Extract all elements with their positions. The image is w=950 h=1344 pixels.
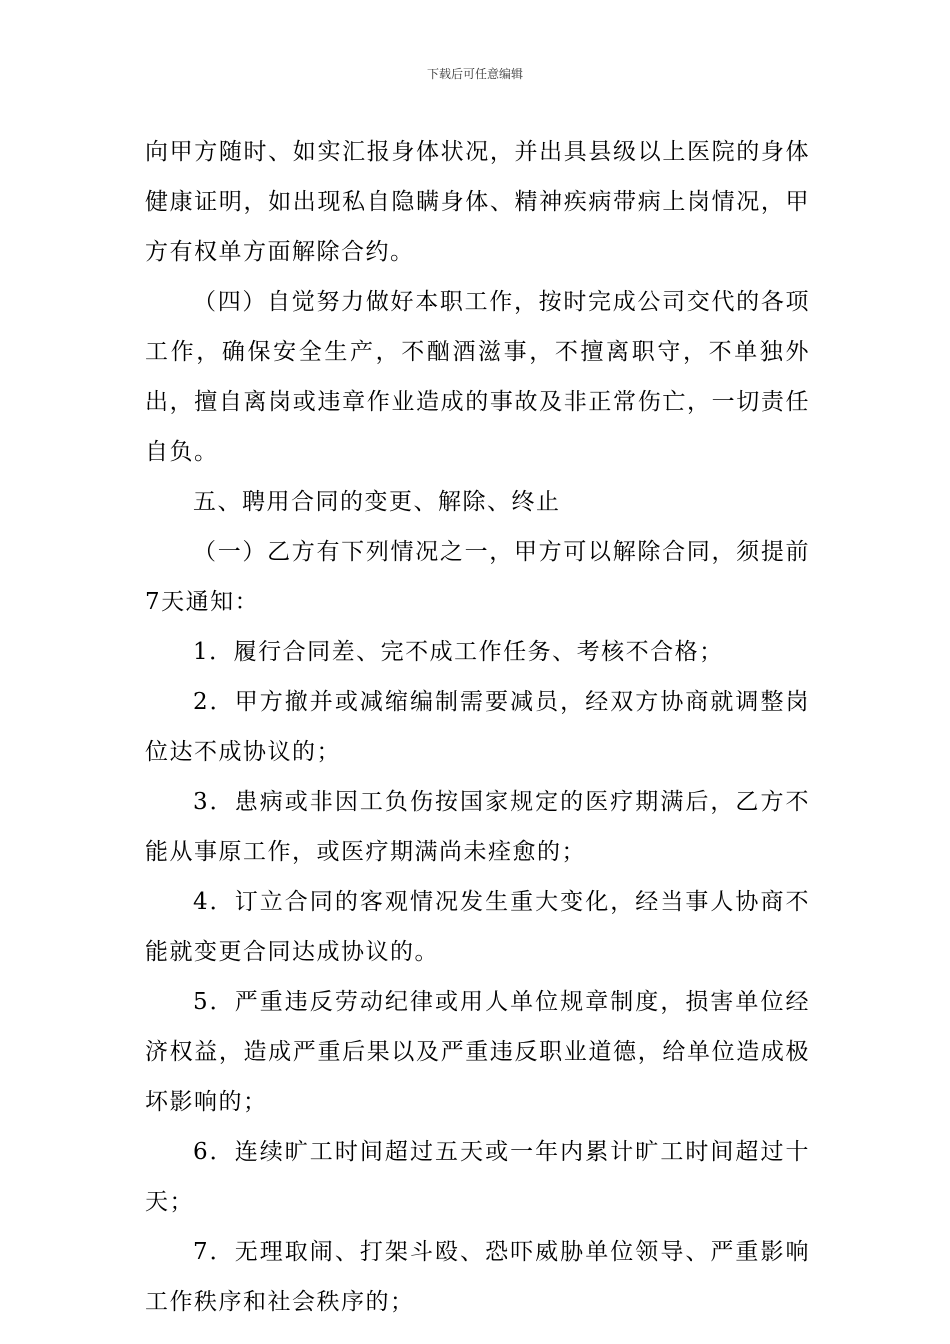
list-item-1: 1．履行合同差、完不成工作任务、考核不合格； bbox=[193, 639, 724, 665]
paragraph-continuation: 向甲方随时、如实汇报身体状况，并出具县级以上医院的身体健康证明，如出现私自隐瞒身体、精神疾病带病上岗情况，甲方有权单方面解除合约。 bbox=[145, 139, 810, 265]
list-item-5: 5．严重违反劳动纪律或用人单位规章制度，损害单位经济权益，造成严重后果以及严重违反职业道德，给单位造成极坏影响的； bbox=[145, 989, 810, 1115]
paragraph-section-4: （四）自觉努力做好本职工作，按时完成公司交代的各项工作，确保安全生产，不酗酒滋事，不擅离职守，不单独外出，擅自离岗或违章作业造成的事故及非正常伤亡，一切责任自负。 bbox=[145, 289, 810, 465]
list-item-4: 4．订立合同的客观情况发生重大变化，经当事人协商不能就变更合同达成协议的。 bbox=[145, 889, 810, 965]
list-item-6: 6．连续旷工时间超过五天或一年内累计旷工时间超过十天； bbox=[145, 1139, 810, 1215]
section-heading-5: 五、聘用合同的变更、解除、终止 bbox=[193, 489, 561, 515]
list-item-3: 3．患病或非因工负伤按国家规定的医疗期满后，乙方不能从事原工作，或医疗期满尚未痊愈的； bbox=[145, 789, 810, 865]
document-body bbox=[145, 127, 810, 1327]
list-item-2: 2．甲方撤并或减缩编制需要减员，经双方协商就调整岗位达不成协议的； bbox=[145, 689, 810, 765]
list-item-7: 7．无理取闹、打架斗殴、恐吓威胁单位领导、严重影响工作秩序和社会秩序的； bbox=[145, 1239, 810, 1315]
paragraph-subsection-1: （一）乙方有下列情况之一，甲方可以解除合同，须提前7天通知： bbox=[145, 539, 810, 615]
page-header: 下载后可任意编辑 bbox=[426, 67, 523, 81]
